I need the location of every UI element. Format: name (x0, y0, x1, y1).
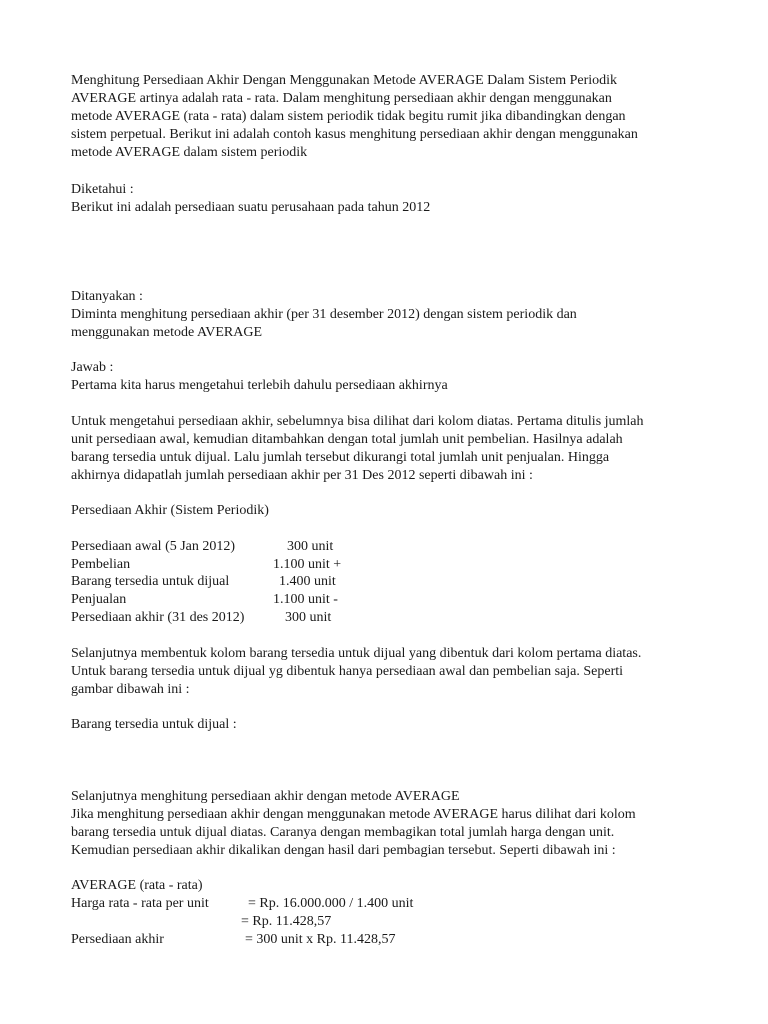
intro-line: metode AVERAGE dalam sistem periodik (71, 145, 308, 160)
table-row-value: 300 unit (287, 539, 334, 554)
ditanyakan-line: menggunakan metode AVERAGE (71, 325, 263, 340)
intro-line: metode AVERAGE (rata - rata) dalam sistem periodik tidak begitu rumit jika dibandingkan dengan (71, 109, 626, 124)
paragraph-line: Selanjutnya menghitung persediaan akhir dengan metode AVERAGE (71, 789, 460, 804)
table-row-label: Pembelian (71, 557, 131, 572)
paragraph-line: Selanjutnya membentuk kolom barang tersedia untuk dijual yang dibentuk dari kolom pertama diatas. (71, 646, 642, 661)
section-title: Persediaan Akhir (Sistem Periodik) (71, 503, 269, 518)
table-row-value: 300 unit (285, 610, 332, 625)
calc-value: = 300 unit x Rp. 11.428,57 (245, 932, 396, 947)
paragraph-line: gambar dibawah ini : (71, 682, 190, 697)
paragraph-line: barang tersedia untuk dijual diatas. Caranya dengan membagikan total jumlah harga dengan unit. (71, 825, 615, 840)
calc-label: Harga rata - rata per unit (71, 896, 209, 911)
table-row-label: Penjualan (71, 592, 127, 607)
calc-label: Persediaan akhir (71, 932, 164, 947)
table-row-label: Persediaan awal (5 Jan 2012) (71, 539, 236, 554)
paragraph-line: Untuk mengetahui persediaan akhir, sebelumnya bisa dilihat dari kolom diatas. Pertama ditulis jumlah (71, 414, 644, 429)
paragraph-line: Jika menghitung persediaan akhir dengan menggunakan metode AVERAGE harus dilihat dari kolom (71, 807, 636, 822)
table-row-value: 1.100 unit + (273, 557, 342, 572)
table-row-value: 1.100 unit - (273, 592, 338, 607)
diketahui-text: Berikut ini adalah persediaan suatu perusahaan pada tahun 2012 (71, 200, 431, 215)
intro-line: sistem perpetual. Berikut ini adalah contoh kasus menghitung persediaan akhir dengan menggunakan (71, 127, 638, 142)
ditanyakan-label: Ditanyakan : (71, 289, 143, 304)
paragraph-line: Untuk barang tersedia untuk dijual yg dibentuk hanya persediaan awal dan pembelian saja. Seperti (71, 664, 624, 679)
table-row-label: Persediaan akhir (31 des 2012) (71, 610, 245, 625)
ditanyakan-line: Diminta menghitung persediaan akhir (per 31 desember 2012) dengan sistem periodik dan (71, 307, 577, 322)
calc-value: = Rp. 16.000.000 / 1.400 unit (248, 896, 414, 911)
table-row-value: 1.400 unit (279, 574, 336, 589)
intro-line: AVERAGE artinya adalah rata - rata. Dalam menghitung persediaan akhir dengan menggunakan (71, 91, 612, 106)
average-title: AVERAGE (rata - rata) (71, 878, 203, 893)
diketahui-label: Diketahui : (71, 182, 134, 197)
doc-title-line: Menghitung Persediaan Akhir Dengan Menggunakan Metode AVERAGE Dalam Sistem Periodik (71, 73, 618, 88)
paragraph-line: Kemudian persediaan akhir dikalikan dengan hasil dari pembagian tersebut. Seperti dibawah ini : (71, 843, 616, 858)
paragraph-line: unit persediaan awal, kemudian ditambahkan dengan total jumlah unit pembelian. Hasilnya adalah (71, 432, 623, 447)
jawab-text: Pertama kita harus mengetahui terlebih dahulu persediaan akhirnya (71, 378, 448, 393)
paragraph-line: akhirnya didapatlah jumlah persediaan akhir per 31 Des 2012 seperti dibawah ini : (71, 468, 533, 483)
barang-label: Barang tersedia untuk dijual : (71, 717, 237, 732)
table-row-label: Barang tersedia untuk dijual (71, 574, 230, 589)
jawab-label: Jawab : (71, 360, 114, 375)
calc-value: = Rp. 11.428,57 (241, 914, 332, 929)
paragraph-line: barang tersedia untuk dijual. Lalu jumlah tersebut dikurangi total jumlah unit penjualan. Hingga (71, 450, 610, 465)
